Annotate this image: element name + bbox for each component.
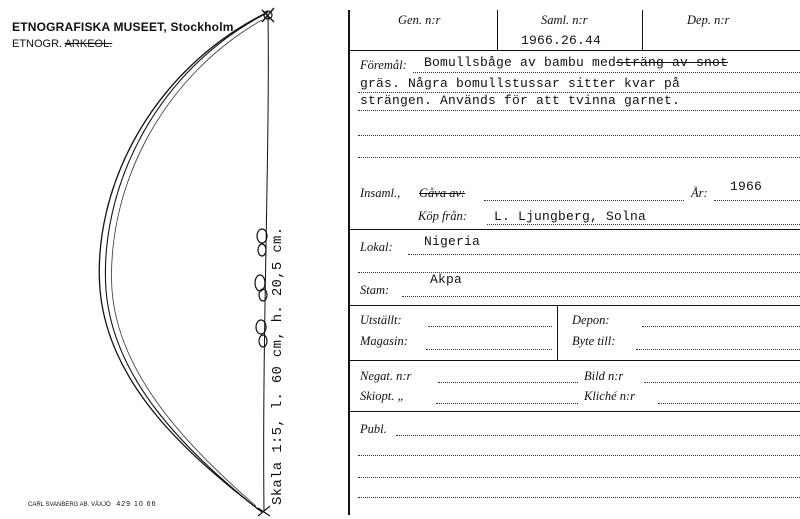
lokal-label: Lokal: [360, 240, 393, 254]
bow-string [264, 14, 269, 512]
card-left-border [348, 10, 350, 515]
byte-till-label: Byte till: [572, 334, 616, 348]
dotline [438, 382, 578, 383]
foremal-line-2: gräs. Några bomullstussar sitter kvar på [360, 76, 681, 91]
dotline [358, 497, 800, 498]
kliche-nr-label: Kliché n:r [584, 389, 636, 403]
dotline [358, 455, 800, 456]
saml-nr-label: Saml. n:r [541, 13, 588, 27]
scale-note: Skala 1:5, l. 60 cm, h. 20,5 cm. [270, 226, 286, 505]
bow-drawing [0, 0, 350, 519]
foremal-label: Föremål: [360, 58, 407, 72]
dotline [658, 403, 800, 404]
dotline [487, 224, 800, 225]
printer-name: CARL SVANBERG AB. VÄXJÖ [28, 502, 111, 508]
foremal-line-3: strängen. Används för att tvinna garnet. [360, 93, 681, 108]
foremal-line-1-struck: sträng av snot [616, 55, 729, 70]
rule-after-skiopt [348, 411, 800, 412]
dotline [358, 272, 800, 273]
dotline [358, 157, 800, 158]
dotline [428, 326, 552, 327]
dotline [358, 135, 800, 136]
dotline [402, 296, 800, 297]
department-arkeol-struck: ARKEOL. [64, 38, 113, 50]
kop-fran-label: Köp från: [418, 209, 467, 223]
dep-nr-label: Dep. n:r [687, 13, 730, 27]
bow-limb [99, 12, 268, 512]
dotline [358, 477, 800, 478]
dotline [426, 349, 552, 350]
museum-city: Stockholm [170, 20, 234, 34]
rule-after-magasin [348, 360, 800, 361]
department-etnogr: ETNOGR. [12, 38, 63, 50]
stam-label: Stam: [360, 283, 390, 297]
dotline [408, 254, 800, 255]
foremal-line-1-text: Bomullsbåge av bambu med [424, 55, 617, 70]
skiopt-label: Skiopt. „ [360, 389, 405, 403]
dotline [642, 326, 800, 327]
depon-label: Depon: [572, 313, 610, 327]
ar-label: År: [691, 186, 708, 200]
dotline [413, 72, 800, 73]
dotline [396, 435, 800, 436]
dotline [358, 110, 800, 111]
kop-fran-value: L. Ljungberg, Solna [494, 209, 647, 224]
museum-title: ETNOGRAFISKA MUSEET, [12, 20, 167, 34]
gava-label-struck: Gåva av: [419, 186, 466, 200]
header-divider-2 [642, 10, 643, 50]
rule-after-insaml [348, 229, 800, 230]
dotline [644, 382, 800, 383]
header-divider-1 [497, 10, 498, 50]
rule-after-stam [348, 305, 800, 306]
publ-label: Publ. [360, 422, 387, 436]
insaml-label: Insaml., [360, 186, 401, 200]
saml-nr-value: 1966.26.44 [521, 33, 602, 48]
printer-imprint [28, 501, 157, 508]
dotline [436, 403, 578, 404]
dotline [714, 200, 800, 201]
ar-value: 1966 [730, 179, 763, 194]
gen-nr-label: Gen. n:r [398, 13, 441, 27]
lokal-value: Nigeria [424, 234, 481, 249]
bild-nr-label: Bild n:r [584, 369, 624, 383]
printer-number: 429 10 66 [116, 501, 157, 508]
bow-limb-mid [112, 20, 262, 506]
header-bottom-rule [348, 50, 800, 51]
foremal-line-1 [424, 55, 728, 70]
dotline [636, 349, 800, 350]
magasin-label: Magasin: [360, 334, 408, 348]
dotline [358, 92, 800, 93]
utstallt-label: Utställt: [360, 313, 402, 327]
stam-value: Akpa [430, 272, 463, 287]
negat-nr-label: Negat. n:r [360, 369, 412, 383]
depon-divider [557, 306, 558, 360]
dotline [484, 200, 684, 201]
bow-limb-inner [105, 14, 265, 510]
